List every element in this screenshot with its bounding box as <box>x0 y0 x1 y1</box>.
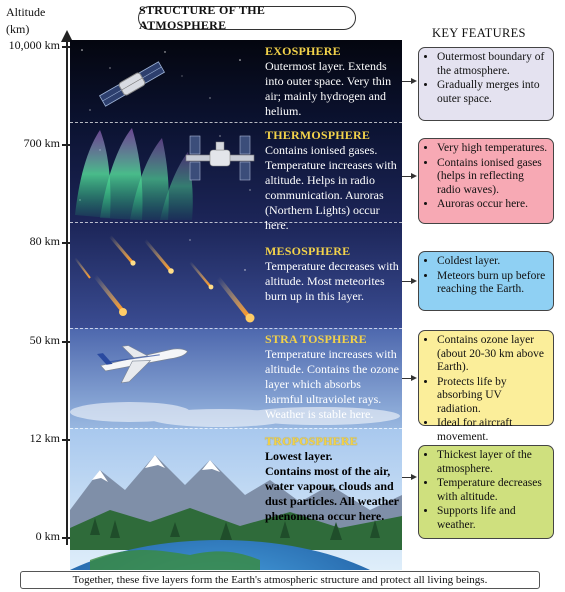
exosphere-text <box>265 44 401 119</box>
feature-item: • Outermost boundary of the atmosphere. <box>437 51 548 78</box>
feature-item: • Coldest layer. <box>437 255 548 269</box>
feature-item: • Meteors burn up before reaching the Earth. <box>437 270 548 297</box>
arrow-troposphere <box>402 477 414 478</box>
thermosphere-description: Contains ionised gases. Temperature increases with altitude. Helps in radio communication. Auroras (Northern Lights) occur here. <box>265 143 397 232</box>
troposphere-description-line1: Lowest layer. <box>265 449 333 463</box>
feature-item: • Auroras occur here. <box>437 198 548 212</box>
thermosphere-text <box>265 128 401 233</box>
tick-mark <box>62 144 70 146</box>
feature-box-stratosphere <box>418 330 554 443</box>
earth-land <box>90 550 260 570</box>
mesosphere-description: Temperature decreases with altitude. Most meteorites burn up in this layer. <box>265 259 399 303</box>
footer-caption: Together, these five layers form the Earth's atmospheric structure and protect all living beings. <box>20 571 540 589</box>
exosphere-description: Outermost layer. Extends into outer space. Very thin air; mainly hydrogen and helium. <box>265 59 392 118</box>
feature-box-exosphere <box>418 47 554 121</box>
stratosphere-name: STRA TOSPHERE <box>265 332 367 346</box>
boundary-strato-tropo <box>70 428 402 429</box>
atmosphere-panel <box>70 40 402 570</box>
stratosphere-description: Temperature increases with altitude. Contains the ozone layer which absorbs harmful ultraviolet rays. Weather is stable here. <box>265 347 399 421</box>
feature-item: • Thickest layer of the atmosphere. <box>437 449 548 476</box>
feature-item: • Temperature decreases with altitude. <box>437 477 548 504</box>
axis-title <box>6 4 45 38</box>
feature-box-troposphere <box>418 445 554 539</box>
tick-label-80: 80 km <box>29 234 60 248</box>
thermosphere-name: THERMOSPHERE <box>265 128 371 142</box>
troposphere-description-line2: Contains most of the air, water vapour, clouds and dust particles. All weather phenomena occur here. <box>265 464 399 523</box>
arrow-stratosphere <box>402 378 414 379</box>
tick-mark <box>62 242 70 244</box>
feature-box-mesosphere <box>418 251 554 311</box>
diagram-title: STRUCTURE OF THE ATMOSPHERE <box>138 6 356 30</box>
tick-mark <box>62 439 70 441</box>
tick-label-12: 12 km <box>29 431 60 445</box>
feature-item: • Ideal for aircraft movement. <box>437 417 548 444</box>
feature-item: • Contains ozone layer (about 20-30 km above Earth). <box>437 334 548 375</box>
arrow-thermosphere <box>402 176 414 177</box>
exosphere-name: EXOSPHERE <box>265 44 341 58</box>
altitude-axis <box>66 40 68 545</box>
troposphere-name: TROPOSPHERE <box>265 434 358 448</box>
axis-title-line2: (km) <box>6 22 30 36</box>
stratosphere-text <box>265 332 401 422</box>
arrow-mesosphere <box>402 281 414 282</box>
tick-mark <box>62 341 70 343</box>
feature-item: • Supports life and weather. <box>437 505 548 532</box>
axis-title-line1: Altitude <box>6 5 46 19</box>
tick-label-700: 700 km <box>23 136 60 150</box>
feature-item: • Gradually merges into outer space. <box>437 79 548 106</box>
mesosphere-name: MESOSPHERE <box>265 244 351 258</box>
troposphere-text <box>265 434 401 524</box>
mesosphere-text <box>265 244 401 304</box>
tick-label-50: 50 km <box>29 333 60 347</box>
feature-item: • Protects life by absorbing UV radiation. <box>437 376 548 417</box>
boundary-meso-strato <box>70 328 402 329</box>
tick-mark <box>62 46 70 48</box>
feature-item: • Contains ionised gases (helps in reflecting radio waves). <box>437 157 548 198</box>
tick-label-10000: 10,000 km <box>8 38 60 52</box>
feature-item: • Very high temperatures. <box>437 142 548 156</box>
feature-box-thermosphere <box>418 138 554 224</box>
key-features-title: KEY FEATURES <box>432 26 526 40</box>
boundary-exo-thermo <box>70 122 402 123</box>
tick-label-0: 0 km <box>35 529 60 543</box>
tick-mark <box>62 537 70 539</box>
arrow-exosphere <box>402 81 414 82</box>
